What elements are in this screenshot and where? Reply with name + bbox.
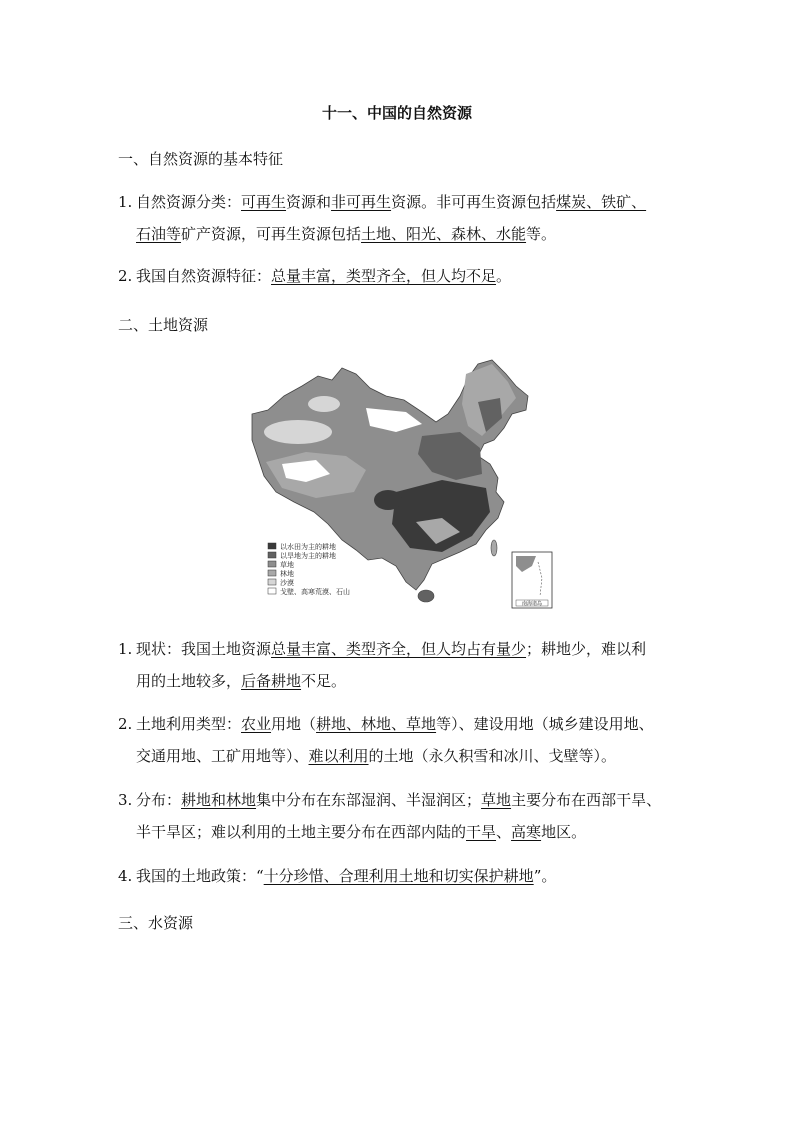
legend-swatch bbox=[268, 543, 276, 549]
underlined-term: 草地 bbox=[481, 791, 512, 809]
item-number: 3. bbox=[118, 791, 133, 809]
paragraph-land-status bbox=[118, 633, 698, 697]
underlined-term: 干旱 bbox=[466, 823, 497, 841]
text-segment: 交通用地、工矿用地等）、 bbox=[136, 747, 309, 765]
legend-label: 以水田为主的耕地 bbox=[280, 543, 336, 551]
text-segment: 土地利用类型： bbox=[136, 715, 242, 733]
south-china-sea-inset bbox=[512, 552, 552, 608]
land-use-map bbox=[246, 352, 558, 610]
text-segment: 不足。 bbox=[301, 672, 347, 690]
text-segment: 地区。 bbox=[541, 823, 587, 841]
underlined-term: 石油等 bbox=[136, 225, 182, 243]
text-segment: 我国的土地政策：“ bbox=[136, 867, 264, 885]
legend-swatch bbox=[268, 561, 276, 567]
legend-swatch bbox=[268, 579, 276, 585]
text-segment: 半干旱区；难以利用的土地主要分布在西部内陆的 bbox=[136, 823, 467, 841]
text-segment: 我国自然资源特征： bbox=[136, 267, 272, 285]
text-segment: ；耕地少，难以利 bbox=[526, 640, 647, 658]
section-heading-1: 一、自然资源的基本特征 bbox=[118, 150, 284, 168]
text-segment: 用地（ bbox=[271, 715, 317, 733]
underlined-term: 煤炭、铁矿、 bbox=[556, 193, 647, 211]
text-segment: 矿产资源，可再生资源包括 bbox=[181, 225, 362, 243]
text-segment: 等）、建设用地（城乡建设用地、 bbox=[436, 715, 654, 733]
item-number: 1. bbox=[118, 640, 133, 658]
text-segment: 集中分布在东部湿润、半湿润区； bbox=[256, 791, 482, 809]
legend-swatch bbox=[268, 552, 276, 558]
text-segment: 主要分布在西部干旱、 bbox=[511, 791, 662, 809]
underlined-term: 后备耕地 bbox=[241, 672, 302, 690]
junggar-desert bbox=[308, 396, 340, 412]
text-segment: 自然资源分类： bbox=[136, 193, 242, 211]
inset-label: 南海诸岛 bbox=[521, 601, 543, 607]
legend-swatch bbox=[268, 588, 276, 594]
underlined-term: 总量丰富，类型齐全，但人均不足 bbox=[271, 267, 497, 285]
text-segment: 资源和 bbox=[286, 193, 332, 211]
section-heading-3: 三、水资源 bbox=[118, 914, 194, 932]
item-number: 2. bbox=[118, 715, 133, 733]
map-legend bbox=[268, 542, 350, 596]
legend-label: 沙漠 bbox=[280, 579, 294, 587]
taiwan-island bbox=[491, 540, 497, 556]
text-segment: 分布： bbox=[136, 791, 182, 809]
text-segment: 用的土地较多， bbox=[136, 672, 242, 690]
paragraph-land-distribution bbox=[118, 784, 698, 848]
legend-label: 戈壁、高寒荒漠、石山 bbox=[280, 588, 350, 596]
sichuan-farmland bbox=[374, 490, 402, 510]
legend-label: 林地 bbox=[280, 570, 294, 578]
underlined-term: 可再生 bbox=[241, 193, 287, 211]
text-segment: 、 bbox=[496, 823, 512, 841]
text-segment: 的土地（永久积雪和冰川、戈壁等）。 bbox=[368, 747, 617, 765]
text-segment: 现状：我国土地资源 bbox=[136, 640, 272, 658]
underlined-term: 难以利用 bbox=[308, 747, 369, 765]
item-number: 1. bbox=[118, 193, 133, 211]
underlined-term: 土地、阳光、森林、水能 bbox=[361, 225, 527, 243]
underlined-term: 农业 bbox=[241, 715, 272, 733]
text-segment: 。 bbox=[496, 267, 512, 285]
paragraph-land-use-types bbox=[118, 708, 698, 772]
item-number: 4. bbox=[118, 867, 133, 885]
page-title: 十一、中国的自然资源 bbox=[321, 104, 472, 122]
underlined-term: 耕地和林地 bbox=[181, 791, 257, 809]
underlined-term: 非可再生 bbox=[331, 193, 392, 211]
hainan-island bbox=[418, 590, 434, 602]
paragraph-resource-classification bbox=[118, 186, 698, 250]
paragraph-resource-features bbox=[118, 260, 698, 292]
legend-label: 以旱地为主的耕地 bbox=[280, 552, 336, 560]
paragraph-land-policy bbox=[118, 860, 698, 892]
legend-swatch bbox=[268, 570, 276, 576]
legend-label: 草地 bbox=[280, 561, 294, 569]
section-heading-2: 二、土地资源 bbox=[118, 316, 209, 334]
item-number: 2. bbox=[118, 267, 133, 285]
underlined-term: 总量丰富、类型齐全，但人均占有量少 bbox=[271, 640, 527, 658]
underlined-term: 高寒 bbox=[511, 823, 542, 841]
text-segment: ”。 bbox=[533, 867, 557, 885]
text-segment: 等。 bbox=[526, 225, 557, 243]
text-segment: 资源。非可再生资源包括 bbox=[391, 193, 557, 211]
underlined-term: 十分珍惜、合理利用土地和切实保护耕地 bbox=[263, 867, 534, 885]
underlined-term: 耕地、林地、草地 bbox=[316, 715, 437, 733]
tarim-desert bbox=[264, 420, 332, 444]
